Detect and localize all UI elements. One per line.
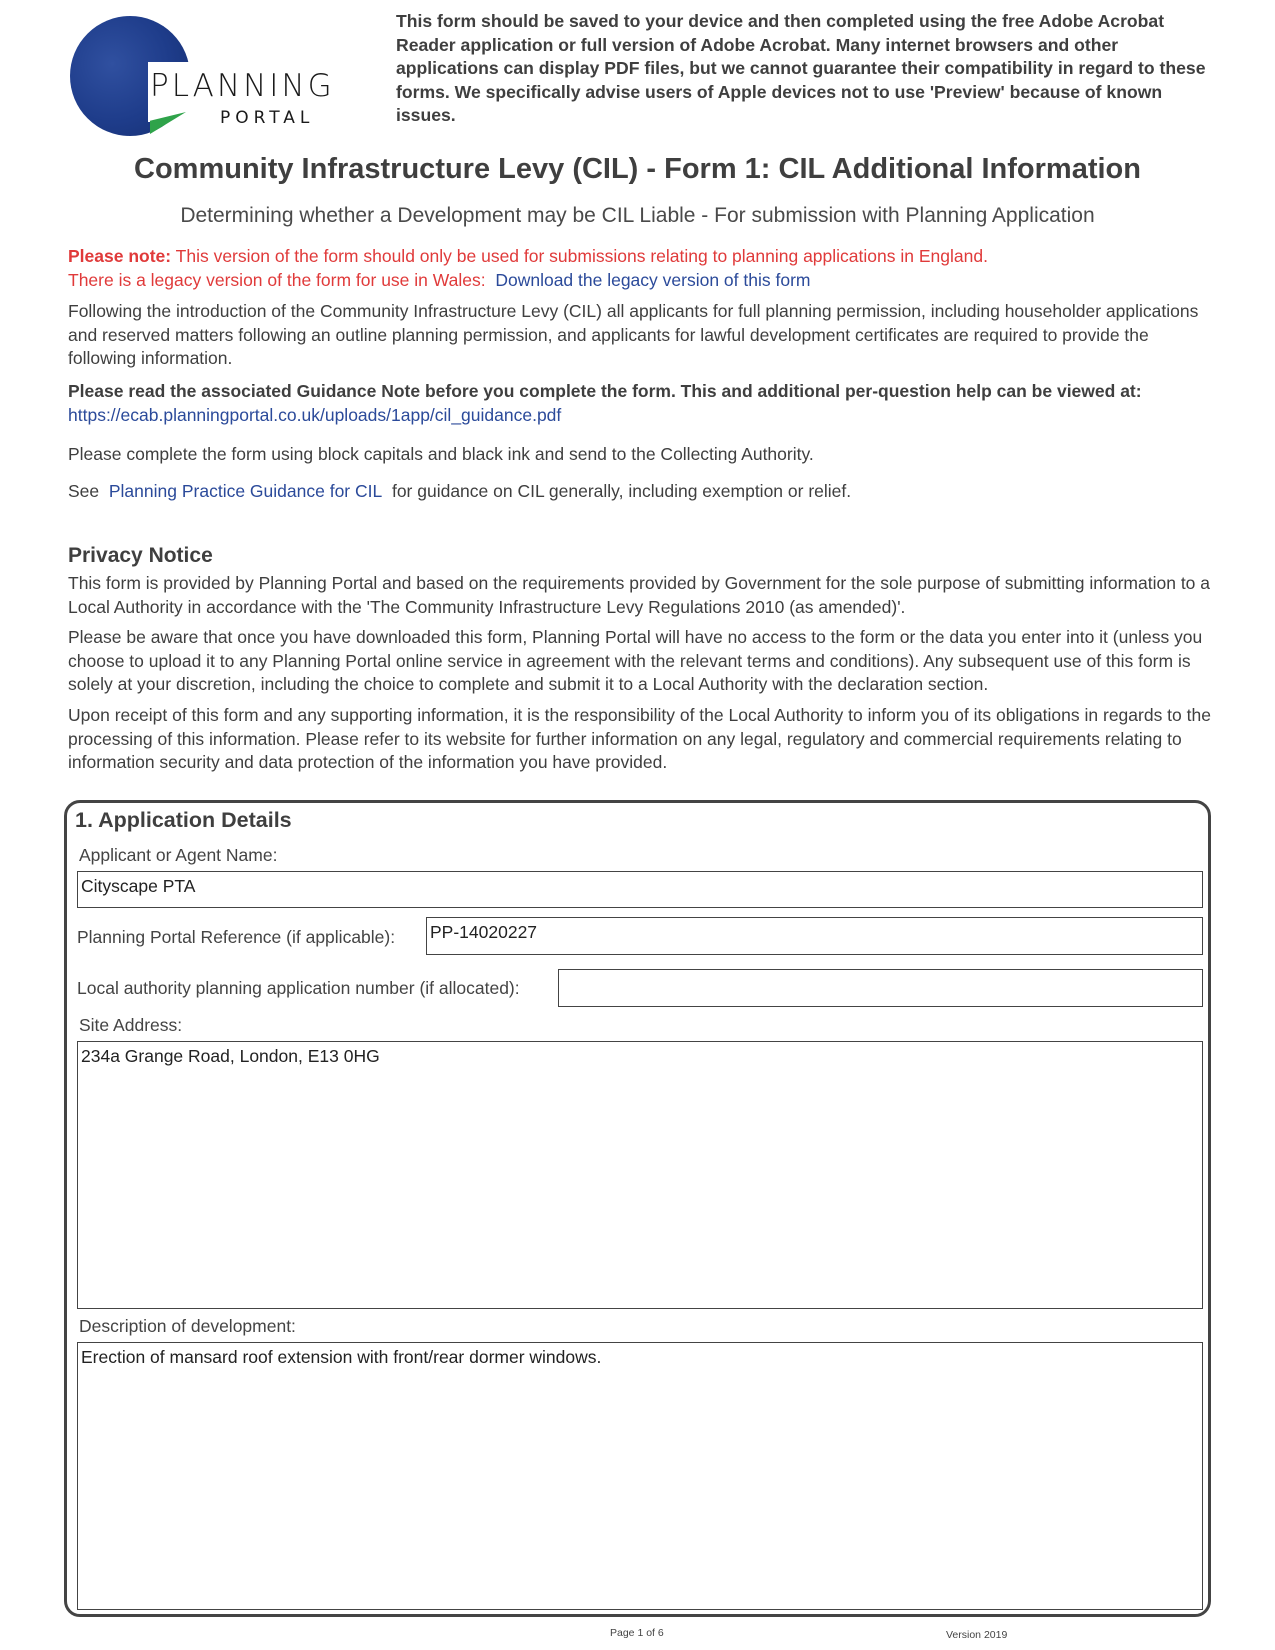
legacy-form-link[interactable]: Download the legacy version of this form — [495, 270, 811, 290]
portal-reference-field[interactable]: PP-14020227 — [426, 917, 1203, 955]
form-title: Community Infrastructure Levy (CIL) - Form 1: CIL Additional Information — [134, 153, 1141, 185]
intro-paragraph: Following the introduction of the Community Infrastructure Levy (CIL) all applicants for full planning permission, including householder applications and reserved matters following an outline planning permission, and applicants for lawful development certificates are required to provide the following information. — [68, 301, 1199, 368]
note-label: Please note: — [68, 246, 172, 266]
applicant-name-field[interactable]: Cityscape PTA — [77, 871, 1203, 908]
privacy-paragraph-3: Upon receipt of this form and any supporting information, it is the responsibility of the Local Authority to inform you of its obligations in regards to the processing of this information. Please refer to its website for further information on any legal, regulatory and commercial requirements relating to information security and data protection of the information you have provided. — [68, 705, 1211, 772]
la-application-number-field[interactable] — [558, 969, 1203, 1007]
guidance-url-link[interactable]: https://ecab.planningportal.co.uk/uploads/1app/cil_guidance.pdf — [68, 404, 562, 425]
version-label: Version 2019 — [946, 1629, 1008, 1641]
instructions-text: Please complete the form using block capitals and black ink and send to the Collecting Authority. — [68, 444, 814, 464]
guidance-text: Please read the associated Guidance Note before you complete the form. This and additional per-question help can be viewed at: — [68, 381, 1142, 401]
see-guidance-line — [68, 480, 1213, 504]
description-field[interactable]: Erection of mansard roof extension with front/rear dormer windows. — [77, 1342, 1203, 1610]
applicant-name-label: Applicant or Agent Name: — [79, 845, 278, 865]
see-prefix: See — [68, 481, 100, 501]
section-title: 1. Application Details — [75, 808, 292, 832]
england-note — [68, 244, 988, 292]
acrobat-notice: This form should be saved to your device and then completed using the free Adobe Acrobat Reader application or full version of Adobe Acrobat. Many internet browsers and other applications can display PDF files, but we cannot guarantee their compatibility in regard to these forms. We specifically advise users of Apple devices not to use 'Preview' because of known issues. — [396, 11, 1206, 125]
privacy-heading: Privacy Notice — [68, 544, 213, 567]
logo-text-portal: PORTAL — [220, 108, 315, 128]
planning-practice-guidance-link[interactable]: Planning Practice Guidance for CIL — [108, 481, 383, 501]
see-suffix: for guidance on CIL generally, including exemption or relief. — [391, 481, 852, 501]
portal-reference-label: Planning Portal Reference (if applicable): — [77, 927, 396, 947]
guidance-block — [68, 380, 1213, 427]
application-details-section — [64, 800, 1211, 1617]
description-label: Description of development: — [79, 1316, 296, 1336]
site-address-field[interactable]: 234a Grange Road, London, E13 0HG — [77, 1041, 1203, 1309]
note-line2: There is a legacy version of the form for use in Wales: — [68, 270, 486, 290]
form-subtitle: Determining whether a Development may be CIL Liable - For submission with Planning Application — [180, 204, 1095, 227]
page-number: Page 1 of 6 — [610, 1627, 664, 1639]
privacy-paragraph-2: Please be aware that once you have downloaded this form, Planning Portal will have no access to the form or the data you enter into it (unless you choose to upload it to any Planning Portal online service in agreement with the relevant terms and conditions). Any subsequent use of this form is solely at your discretion, including the choice to complete and submit it to a Local Authority with the declaration section. — [68, 627, 1203, 694]
planning-portal-logo — [70, 16, 350, 136]
privacy-paragraph-1: This form is provided by Planning Portal and based on the requirements provided by Government for the sole purpose of submitting information to a Local Authority in accordance with the 'The Community Infrastructure Levy Regulations 2010 (as amended)'. — [68, 573, 1211, 617]
site-address-label: Site Address: — [79, 1015, 183, 1035]
logo-text-planning: PLANNING — [150, 68, 335, 104]
la-application-number-label: Local authority planning application number (if allocated): — [77, 978, 520, 998]
note-line1: This version of the form should only be used for submissions relating to planning applications in England. — [171, 246, 988, 266]
